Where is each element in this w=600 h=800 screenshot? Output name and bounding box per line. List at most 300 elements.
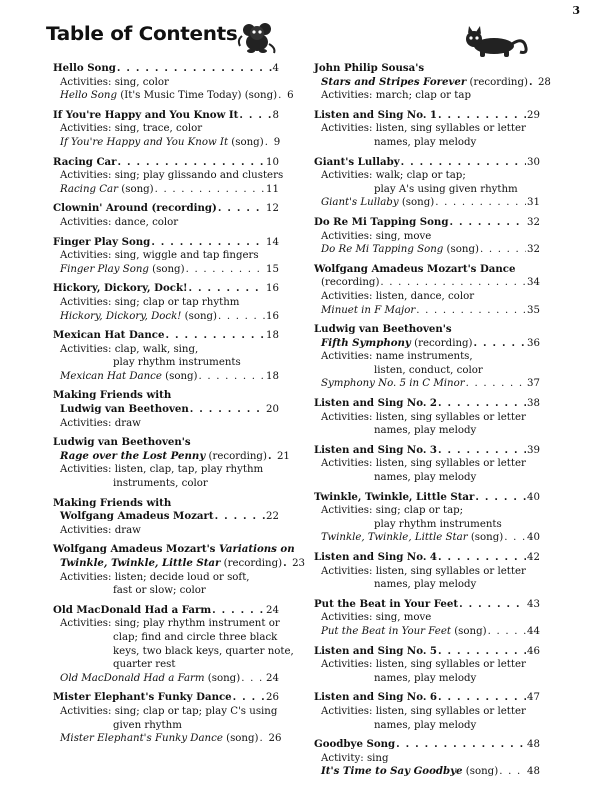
toc-text-segment: Activities: listen, sing syllables or letter <box>321 123 526 135</box>
dot-leader <box>475 491 526 505</box>
toc-heading <box>314 109 540 123</box>
dot-leader <box>278 89 286 103</box>
toc-line-text <box>53 543 295 555</box>
toc-column-left <box>53 62 306 752</box>
toc-text-segment: Listen and Sing No. 2 <box>314 397 438 410</box>
toc-heading <box>314 263 540 277</box>
toc-text-segment: If You're Happy and You Know It <box>53 108 239 121</box>
toc-line-text <box>321 243 479 257</box>
toc-text-segment: Activities: listen, sing syllables or letter <box>321 565 526 577</box>
toc-line-text <box>321 765 498 779</box>
toc-text-segment: Racing Car <box>60 183 119 195</box>
toc-heading <box>53 510 279 524</box>
toc-line-text <box>60 450 267 464</box>
toc-page-number: 39 <box>527 444 540 456</box>
toc-page-number: 6 <box>287 90 294 102</box>
toc-line-text <box>53 497 171 509</box>
toc-line-text <box>113 632 277 643</box>
toc-line-text <box>60 572 250 583</box>
toc-heading <box>53 156 279 170</box>
toc-text-segment: Ludwig van Beethoven's <box>53 436 191 449</box>
toc-subline <box>53 296 279 310</box>
toc-page-number: 23 <box>292 558 306 569</box>
dot-leader <box>438 109 526 123</box>
toc-subline <box>314 611 540 625</box>
toc-text-segment: Hickory, Dickory, Dock! <box>53 282 188 295</box>
toc-text-segment: (song) <box>228 136 264 148</box>
toc-line-text <box>321 291 474 302</box>
toc-line-text <box>321 276 379 290</box>
toc-line-text <box>314 598 458 612</box>
toc-line-text <box>321 753 389 764</box>
dot-leader <box>233 691 265 705</box>
toc-line-text <box>321 612 431 623</box>
toc-line-text <box>314 645 437 659</box>
toc-text-segment: Activities: walk; clap or tap; <box>321 170 466 182</box>
toc-subline <box>53 463 279 477</box>
toc-page-number: 26 <box>268 733 282 745</box>
toc-line-text <box>60 557 282 571</box>
toc-subline <box>314 518 540 532</box>
toc-heading <box>53 236 279 250</box>
toc-page-number: 15 <box>266 263 279 275</box>
toc-text-segment: Activities: sing, move <box>321 230 432 242</box>
toc-subline <box>314 122 540 136</box>
toc-subline <box>314 290 540 304</box>
toc-text-segment: (recording) <box>321 277 380 289</box>
dot-leader <box>459 598 526 612</box>
toc-line-text <box>314 397 437 411</box>
toc-entry <box>53 62 294 103</box>
toc-text-segment: Twinkle, Twinkle, Little Star <box>60 557 221 569</box>
toc-line-text <box>314 216 448 230</box>
toc-heading <box>314 551 540 565</box>
toc-line-text <box>113 478 208 489</box>
toc-text-segment: Put the Beat in Your Feet <box>314 597 459 610</box>
toc-entry <box>53 603 294 686</box>
toc-line-text <box>60 706 277 717</box>
toc-line-text <box>60 77 169 88</box>
toc-heading <box>53 62 279 76</box>
toc-text-segment: (song) <box>398 197 435 209</box>
toc-line-text <box>53 436 191 448</box>
toc-entry <box>53 236 279 277</box>
toc-page-number: 36 <box>527 337 540 349</box>
toc-text-segment: (recording) <box>205 450 267 462</box>
toc-entry <box>53 389 279 430</box>
toc-text-segment: Clownin' Around <box>53 202 148 215</box>
toc-line-text <box>60 250 259 261</box>
toc-page-number: 24 <box>266 672 279 684</box>
toc-text-segment: (recording) <box>410 337 473 349</box>
toc-subline <box>53 571 279 585</box>
toc-subline <box>314 565 540 579</box>
toc-line-text <box>321 231 431 242</box>
toc-line-text <box>374 673 476 684</box>
toc-subline <box>53 76 279 90</box>
toc-text-segment: Activities: draw <box>60 417 141 429</box>
toc-entry <box>53 543 306 597</box>
toc-line-text <box>60 297 239 308</box>
toc-line-text <box>60 525 141 536</box>
toc-line-text <box>321 458 526 469</box>
dot-leader <box>449 216 526 230</box>
toc-page-number: 42 <box>527 552 540 563</box>
toc-subline <box>314 411 540 425</box>
dot-leader <box>165 329 265 343</box>
dot-leader <box>380 276 526 290</box>
toc-subline <box>314 136 540 150</box>
dot-leader <box>283 557 291 571</box>
toc-heading <box>53 403 279 417</box>
toc-line-text <box>314 444 437 458</box>
toc-subline <box>314 578 540 592</box>
toc-line-text <box>60 310 217 324</box>
toc-heading <box>53 329 279 343</box>
toc-subline <box>53 263 279 277</box>
toc-line-text <box>314 323 452 335</box>
toc-page-number: 21 <box>276 450 290 462</box>
toc-line-text <box>53 691 232 705</box>
toc-subline <box>314 377 540 391</box>
toc-text-segment: (song) <box>450 625 487 637</box>
toc-page-number: 35 <box>527 304 540 316</box>
toc-text-segment: Activities: listen; decide loud or soft, <box>60 571 250 583</box>
dot-leader <box>438 691 526 705</box>
toc-text-segment: names, play melody <box>374 672 477 684</box>
toc-subline <box>53 310 279 324</box>
toc-line-text <box>374 579 476 590</box>
toc-entry <box>53 436 290 490</box>
toc-subline <box>53 169 284 183</box>
toc-subline <box>314 196 540 210</box>
toc-text-segment: Listen and Sing No. 6 <box>314 691 438 704</box>
toc-text-segment: Activities: march; clap or tap <box>321 90 471 102</box>
toc-page-number: 43 <box>527 598 540 610</box>
toc-subline <box>53 524 279 538</box>
toc-subline <box>53 658 279 672</box>
toc-page-number: 37 <box>527 378 540 390</box>
toc-entry <box>314 691 540 732</box>
toc-subline <box>314 504 540 518</box>
dot-leader <box>241 672 265 686</box>
toc-page-number: 48 <box>527 739 540 751</box>
toc-text-segment: Twinkle, Twinkle, Little Star <box>314 490 475 503</box>
toc-text-segment: Mexican Hat Dance <box>60 370 162 382</box>
toc-text-segment: play rhythm instruments <box>113 357 241 369</box>
toc-text-segment: (song) <box>467 532 504 544</box>
toc-line-text <box>374 519 502 530</box>
toc-subline <box>314 471 540 485</box>
toc-line-text <box>53 109 238 123</box>
toc-subline <box>53 719 279 733</box>
dot-leader <box>529 76 537 90</box>
toc-line-text <box>374 425 476 436</box>
toc-text-segment: Activities: sing; play glissando and clusters <box>60 170 284 182</box>
toc-text-segment: Stars and Stripes Forever <box>321 75 467 88</box>
toc-text-segment: Hickory, Dickory, Dock! <box>60 310 182 322</box>
toc-line-text <box>321 90 471 101</box>
toc-text-segment: Activities: sing; clap or tap rhythm <box>60 296 240 308</box>
toc-text-segment: (song) <box>148 263 185 275</box>
toc-page-number: 20 <box>266 404 279 416</box>
toc-heading <box>314 738 540 752</box>
toc-entry <box>314 738 540 779</box>
dot-leader <box>438 551 526 565</box>
toc-text-segment: Fifth Symphony <box>321 336 411 349</box>
toc-line-text <box>321 377 465 391</box>
toc-entry <box>314 397 540 438</box>
toc-line-text <box>113 357 241 368</box>
toc-subline <box>53 356 279 370</box>
toc-subline <box>53 584 279 598</box>
toc-page-number: 28 <box>537 76 551 88</box>
toc-heading <box>53 543 295 557</box>
toc-heading <box>53 691 279 705</box>
toc-line-text <box>53 156 117 170</box>
toc-line-text <box>53 329 164 343</box>
toc-line-text <box>60 89 277 103</box>
page-title: Table of Contents <box>46 24 238 45</box>
toc-line-text <box>314 263 516 275</box>
toc-subline <box>314 230 540 244</box>
toc-text-segment: Making Friends with <box>53 496 172 509</box>
toc-text-segment: Symphony No. 5 in C Minor <box>321 378 465 390</box>
toc-text-segment: (recording) <box>466 76 528 88</box>
toc-text-segment: Activities: sing, trace, color <box>60 123 203 135</box>
dot-leader <box>265 136 273 150</box>
toc-page-number: 8 <box>272 109 279 121</box>
toc-page-number: 48 <box>527 766 540 778</box>
toc-line-text <box>321 625 487 639</box>
dot-leader <box>504 531 526 545</box>
toc-entry <box>53 202 279 229</box>
toc-heading <box>314 323 540 337</box>
cat-illustration <box>460 26 530 58</box>
toc-text-segment: If You're Happy and You Know It <box>60 136 229 148</box>
toc-page-number: 32 <box>527 244 540 256</box>
toc-text-segment: given rhythm <box>113 719 182 731</box>
toc-page-number: 30 <box>527 156 540 168</box>
toc-text-segment: Do Re Mi Tapping Song <box>314 215 449 228</box>
toc-entry <box>53 109 279 150</box>
toc-subline <box>53 183 279 197</box>
dot-leader <box>239 109 271 123</box>
toc-line-text <box>374 365 483 376</box>
toc-line-text <box>60 123 202 134</box>
toc-text-segment: Twinkle, Twinkle, Little Star <box>321 532 468 544</box>
toc-page-number: 22 <box>266 511 279 523</box>
toc-page-number: 16 <box>266 310 279 322</box>
toc-text-segment: Activities: listen, sing syllables or letter <box>321 458 526 470</box>
toc-subline <box>53 477 279 491</box>
toc-text-segment: Put the Beat in Your Feet <box>321 625 451 637</box>
toc-subline <box>314 243 540 257</box>
toc-text-segment: Activities: clap, walk, sing, <box>60 343 199 355</box>
toc-entry <box>314 216 540 257</box>
toc-subline <box>53 645 294 659</box>
toc-subline <box>314 350 540 364</box>
toc-heading <box>314 645 540 659</box>
toc-text-segment: Activities: sing, wiggle and tap fingers <box>60 250 259 262</box>
toc-heading <box>53 497 279 511</box>
dot-leader <box>212 604 265 618</box>
toc-line-text <box>60 170 283 181</box>
toc-line-text <box>60 403 189 417</box>
toc-heading <box>314 397 540 411</box>
toc-page-number: 38 <box>527 398 540 410</box>
toc-text-segment: Do Re Mi Tapping Song <box>321 244 444 256</box>
dot-leader <box>151 236 265 250</box>
toc-line-text <box>60 672 240 686</box>
toc-subline <box>53 136 279 150</box>
dot-leader <box>396 738 526 752</box>
toc-entry <box>314 491 540 545</box>
toc-page-number: 40 <box>527 532 540 544</box>
toc-text-segment: (song) <box>181 310 218 322</box>
toc-text-segment: Activities: listen, sing syllables or letter <box>321 659 526 671</box>
toc-text-segment: (song) <box>462 766 499 778</box>
toc-page-number: 46 <box>527 645 540 657</box>
toc-text-segment: Finger Play Song <box>60 263 149 275</box>
toc-entry <box>314 263 540 317</box>
toc-line-text <box>60 618 280 629</box>
mouse-illustration <box>236 20 278 54</box>
toc-page-number: 31 <box>527 197 540 209</box>
toc-text-segment: Activity: sing <box>321 752 389 764</box>
toc-text-segment: (song) <box>443 244 479 256</box>
toc-text-segment: names, play melody <box>374 136 477 148</box>
toc-heading <box>53 604 279 618</box>
dot-leader <box>438 444 526 458</box>
dot-leader <box>155 183 265 197</box>
toc-heading <box>314 491 540 505</box>
toc-line-text <box>321 196 434 210</box>
toc-page-number: 34 <box>527 277 540 289</box>
toc-subline <box>53 343 279 357</box>
toc-line-text <box>374 184 518 195</box>
toc-line-text <box>374 720 476 731</box>
toc-text-segment: clap; find and circle three black <box>113 631 278 643</box>
toc-subline <box>314 719 540 733</box>
toc-text-segment: Mister Elephant's Funky Dance <box>60 733 223 745</box>
toc-text-segment: John Philip Sousa's <box>314 62 425 74</box>
toc-entry <box>314 645 540 686</box>
dot-leader <box>499 765 526 779</box>
toc-page-number: 10 <box>266 156 279 168</box>
dot-leader <box>199 370 266 384</box>
toc-text-segment: (recording) <box>147 202 217 215</box>
toc-entry <box>314 156 540 210</box>
toc-line-text <box>321 337 473 351</box>
toc-text-segment: Activities: sing, move <box>321 612 432 624</box>
toc-text-segment: names, play melody <box>374 472 477 484</box>
toc-line-text <box>314 551 437 565</box>
toc-heading <box>314 216 540 230</box>
toc-line-text <box>321 706 526 717</box>
toc-text-segment: Activities: listen, clap, tap, play rhythm <box>60 464 264 476</box>
dot-leader <box>268 450 276 464</box>
toc-text-segment: fast or slow; color <box>113 585 206 597</box>
toc-line-text <box>321 412 526 423</box>
toc-text-segment: Listen and Sing No. 1 <box>314 108 438 121</box>
toc-line-text <box>60 217 178 228</box>
toc-subline <box>53 370 279 384</box>
toc-column-right <box>314 62 551 785</box>
toc-text-segment: (song) <box>161 370 198 382</box>
dot-leader <box>117 62 272 76</box>
dot-leader <box>118 156 266 170</box>
toc-text-segment: Activities: listen, sing syllables or letter <box>321 705 526 717</box>
dot-leader <box>260 732 268 746</box>
toc-text-segment: Giant's Lullaby <box>321 197 399 209</box>
toc-entry <box>314 109 540 150</box>
toc-line-text <box>60 732 259 746</box>
toc-line-text <box>314 109 437 123</box>
toc-entry <box>314 598 540 639</box>
toc-heading <box>314 444 540 458</box>
toc-line-text <box>314 156 400 170</box>
toc-subline <box>53 216 279 230</box>
toc-heading <box>314 598 540 612</box>
toc-subline <box>53 249 279 263</box>
toc-entry <box>53 329 279 383</box>
toc-text-segment: Mexican Hat Dance <box>53 329 165 342</box>
toc-text-segment: Listen and Sing No. 4 <box>314 551 438 563</box>
toc-page-number: 26 <box>266 692 279 704</box>
toc-line-text <box>314 691 437 705</box>
toc-subline <box>314 672 540 686</box>
toc-line-text <box>113 585 206 596</box>
toc-page-number: 12 <box>266 203 279 215</box>
toc-subline <box>314 276 540 290</box>
toc-text-segment: Wolfgang Amadeus Mozart's Dance <box>314 262 516 275</box>
dot-leader <box>438 645 526 659</box>
toc-text-segment: Activities: sing; clap or tap; play C's using <box>60 705 278 717</box>
toc-text-segment: play A's using given rhythm <box>374 183 518 195</box>
toc-page-number: 18 <box>266 330 279 342</box>
dot-leader <box>186 263 265 277</box>
toc-page-number: 24 <box>266 604 279 616</box>
toc-text-segment: names, play melody <box>374 425 477 437</box>
toc-line-text <box>374 472 476 483</box>
toc-line-text <box>321 351 473 362</box>
toc-line-text <box>314 491 474 505</box>
dot-leader <box>190 403 265 417</box>
toc-line-text <box>53 282 188 296</box>
toc-text-segment: Making Friends with <box>53 389 172 402</box>
toc-text-segment: Rage over the Lost Penny <box>60 449 206 462</box>
toc-line-text <box>321 531 503 545</box>
toc-page-number: 11 <box>266 183 279 195</box>
toc-heading <box>314 156 540 170</box>
toc-line-text <box>321 76 528 90</box>
toc-line-text <box>321 123 526 134</box>
toc-text-segment: Activities: draw <box>60 524 141 536</box>
dot-leader <box>438 397 526 411</box>
toc-subline <box>314 304 540 318</box>
toc-line-text <box>53 62 116 76</box>
dot-leader <box>401 156 526 170</box>
toc-line-text <box>53 604 211 618</box>
toc-line-text <box>53 236 150 250</box>
toc-subline <box>53 617 279 631</box>
toc-heading <box>53 202 279 216</box>
toc-subline <box>314 364 540 378</box>
toc-subline <box>314 752 540 766</box>
toc-subline <box>314 705 540 719</box>
toc-line-text <box>314 62 424 74</box>
